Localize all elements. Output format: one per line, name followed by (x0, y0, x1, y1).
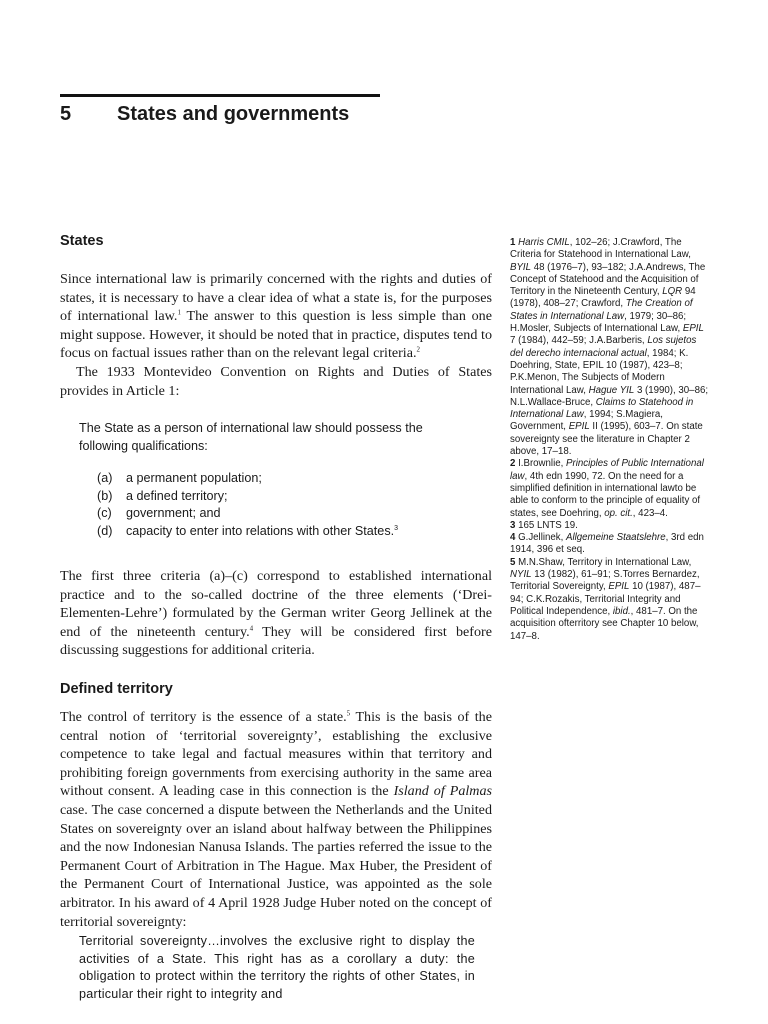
footnotes-column (510, 237, 710, 643)
criteria-item (97, 488, 398, 506)
footnote-1: 1 Harris CMIL, 102–26; J.Crawford, The Criteria for Statehood in International Law, BYIL 48 (1976–7), 93–182; J.A.Andrews, The Concept of Statehood and the Acquisition of Territory in the Nineteenth Century, LQR 94 (1978), 408–27; Crawford, The Creation of States in International Law, 1979; 30–86; H.Mosler, Subjects of International Law, EPIL 7 (1984), 442–59; J.A.Barberis, Los sujetos del derecho internacional actual, 1984; K. Doehring, State, EPIL 10 (1987), 423–8; P.K.Menon, The Subjects of Modern International Law, Hague YIL 3 (1990), 30–86; N.L.Wallace-Bruce, Claims to Statehood in International Law, 1994; S.Magiera, Government, EPIL II (1995), 603–7. On state sovereignty see the literature in Chapter 2 above, 17–18. (510, 237, 709, 458)
footnote-2: 2 I.Brownlie, Principles of Public International law, 4th edn 1990, 72. On the need for a simplified definition in international lawto be able to conform to the principle of equality of states, see Doehring, op. cit., 423–4. (510, 458, 704, 519)
chapter-rule (60, 94, 380, 97)
criteria-text: a defined territory; (126, 488, 228, 503)
criteria-text: capacity to enter into relations with other States.$^3$ (126, 523, 399, 538)
section-heading-states: States (60, 233, 104, 249)
territory-body-text (60, 708, 492, 931)
footnote-number: 2 (510, 458, 519, 470)
states-paragraph-2: The 1933 Montevideo Convention on Rights and Duties of States provides in Article 1: (60, 363, 492, 399)
criteria-item (97, 470, 398, 488)
footnote-ref-2[interactable]: 2 (416, 345, 421, 354)
criteria-text: a permanent population; (126, 471, 262, 485)
states-body-text (60, 270, 492, 400)
criteria-marker: (c) (97, 506, 112, 521)
footnote-ref-5[interactable]: 5 (346, 709, 351, 718)
footnote-ref-3[interactable]: 3 (394, 524, 399, 532)
criteria-item (97, 505, 398, 523)
section-heading-defined-territory: Defined territory (60, 681, 173, 697)
criteria-item (97, 523, 398, 541)
footnote-3: 3 165 LNTS 19. (510, 519, 578, 531)
states-paragraph-3: The first three criteria (a)–(c) correspond to established international practice and to the so-called doctrine of the three elements (‘Drei-Elementen-Lehre’) formulated by the German writer Georg Jellinek at the end of the nineteenth century.$^4$ They will be considered first before discussing suggestions for additional criteria. (60, 568, 492, 659)
chapter-title: States and governments (117, 103, 350, 125)
criteria-body-text (60, 567, 492, 660)
territory-paragraph-1: The control of territory is the essence of a state.$^5$ This is the basis of the central notion of ‘territorial sovereignty’, establishing the exclusive competence to take legal and factual measures within that territory and prohibiting foreign governments from exercising authority in the same area without consent. A leading case in this connection is the Island of Palmas case. The case concerned a dispute between the Netherlands and the United States on sovereignty over an island about halfway between the Philippines and the now Indonesian Nanusa Islands. The parties referred the issue to the Permanent Court of Arbitration in The Hague. Max Huber, the President of the Permanent Court of International Justice, was appointed as the sole arbitrator. In his award of 4 April 1928 Judge Huber noted on the concept of territorial sovereignty: (60, 709, 492, 930)
criteria-marker: (d) (97, 523, 113, 538)
footnote-number: 5 (510, 556, 519, 568)
footnote-number: 4 (510, 532, 519, 544)
case-name: Island of Palmas (393, 783, 492, 800)
footnote-ref-1[interactable]: 1 (177, 308, 181, 317)
footnote-4: 4 G.Jellinek, Allgemeine Staatslehre, 3rd edn 1914, 396 et seq. (510, 532, 704, 556)
criteria-list (97, 470, 398, 540)
footnote-number: 1 (510, 237, 519, 248)
criteria-marker: (a) (97, 471, 113, 485)
montevideo-quote-intro: The State as a person of international law should possess the following qualifications: (79, 421, 423, 453)
footnote-5: 5 M.N.Shaw, Territory in International Law, NYIL 13 (1982), 61–91; S.Torres Bernardez, Territorial Sovereignty, EPIL 10 (1987), 487–94; C.K.Rozakis, Territorial Integrity and Political Independence, ibid., 481–7. On the acquisition ofterritory see Chapter 10 below, 147–8. (510, 556, 701, 642)
huber-quote: Territorial sovereignty…involves the exclusive right to display the activities of a State. This right has as a corollary a duty: the obligation to protect within the territory the rights of other States, in particular their right to integrity and (79, 934, 475, 1001)
criteria-text: government; and (126, 506, 221, 521)
states-paragraph-1: Since international law is primarily concerned with the rights and duties of states, it is necessary to have a clear idea of what a state is, for the purposes of international law.$^1$ The answer to this question is less simple than one might suppose. However, it should be noted that in practice, disputes tend to focus on factual issues rather than on the relevant legal criteria.$^2$ (60, 271, 492, 362)
criteria-marker: (b) (97, 488, 113, 503)
footnote-number: 3 (510, 519, 519, 531)
footnote-ref-4[interactable]: 4 (249, 624, 254, 633)
chapter-number: 5 (60, 103, 72, 125)
